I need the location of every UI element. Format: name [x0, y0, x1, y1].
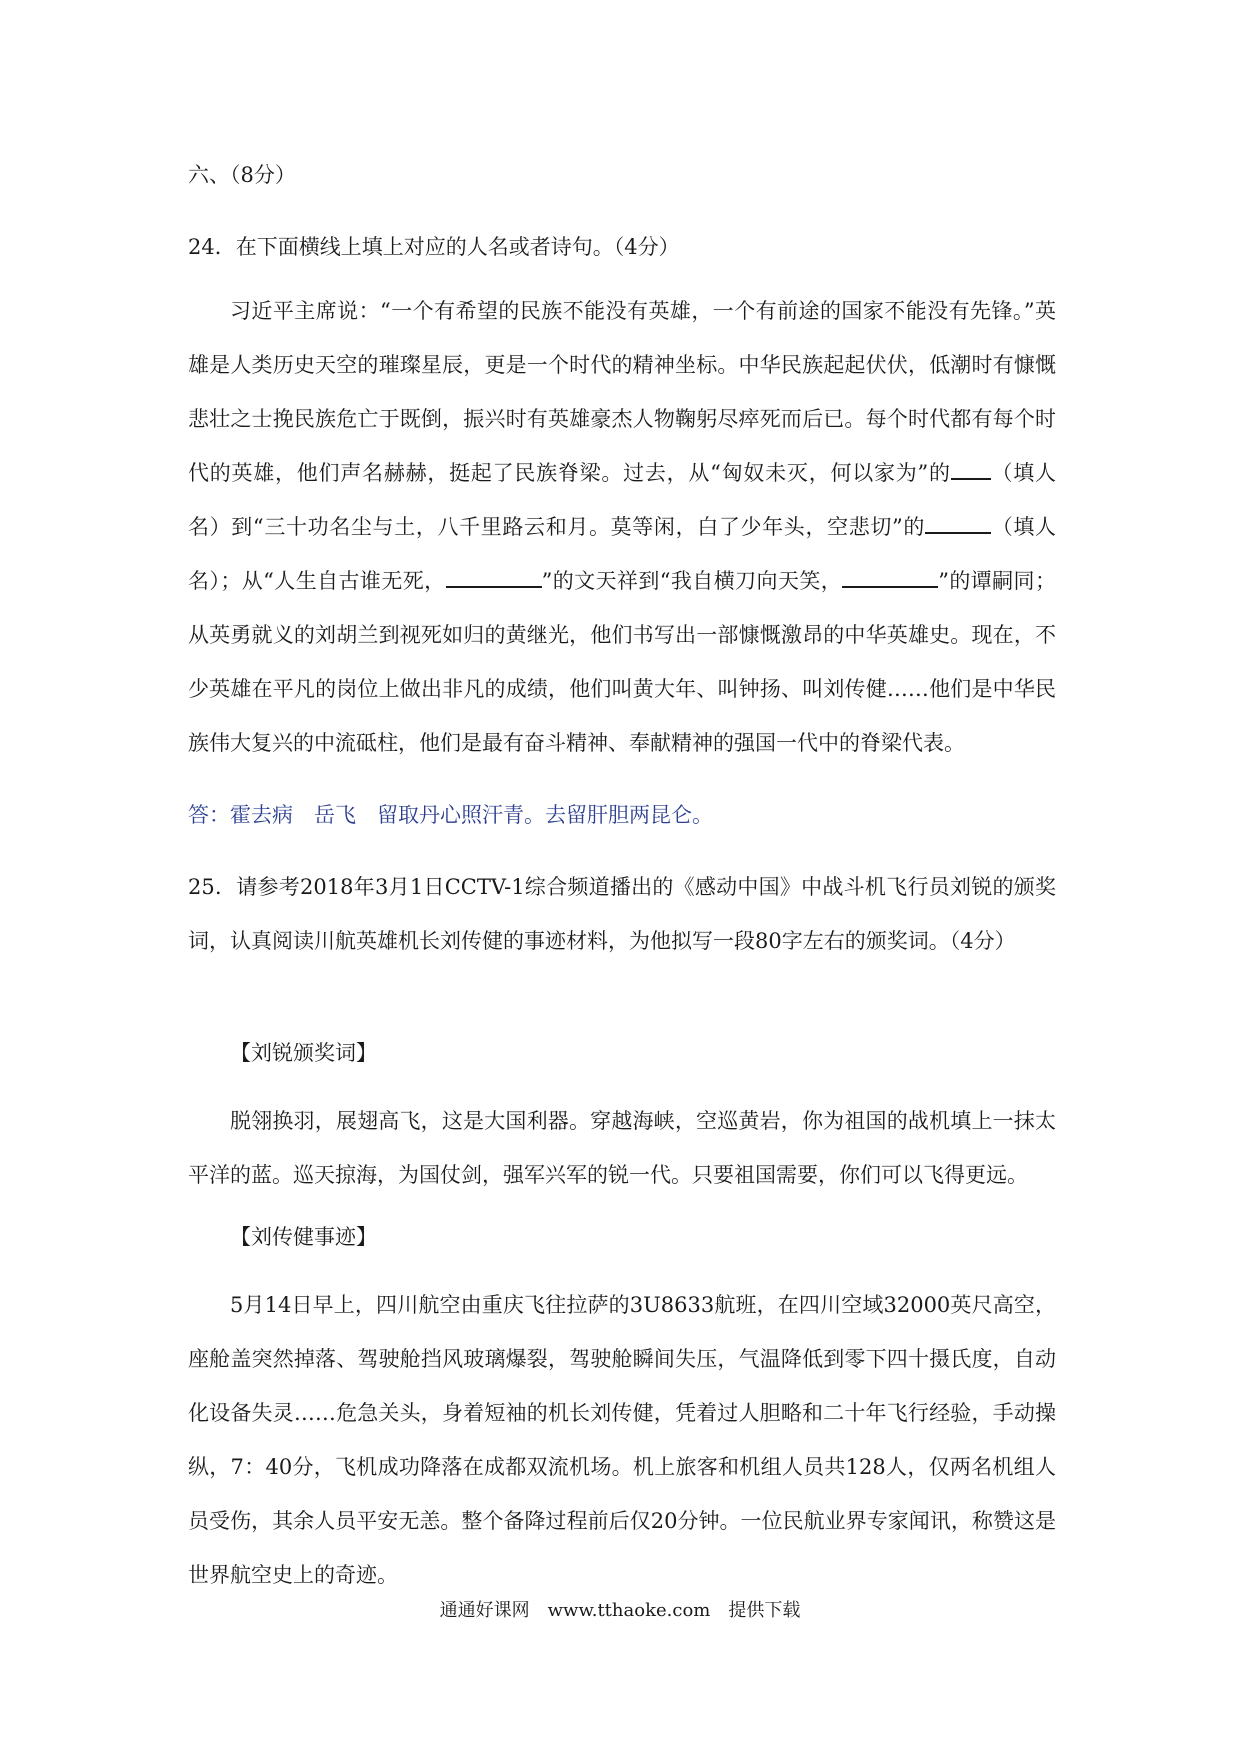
- page-footer: 通通好课网 www.tthaoke.com 提供下载: [439, 1600, 801, 1621]
- heading-liu-chuanjian-story: 【刘传健事迹】: [230, 1225, 377, 1249]
- question-25-prompt: 25．请参考2018年3月1日CCTV-1综合频道播出的《感动中国》中战斗机飞行员刘锐的颁奖词，认真阅读川航英雄机长刘传健的事迹材料，为他拟写一段80字左右的颁奖词。（4分）: [188, 875, 1056, 953]
- blank-4[interactable]: [842, 564, 938, 588]
- blank-3[interactable]: [446, 564, 542, 588]
- liu-rui-citation-text: 脱翎换羽，展翅高飞，这是大国利器。穿越海峡，空巡黄岩，你为祖国的战机填上一抹太平洋的蓝。巡天掠海，为国仗剑，强军兴军的锐一代。只要祖国需要，你们可以飞得更远。: [188, 1109, 1056, 1187]
- blank-1[interactable]: [951, 456, 991, 480]
- question-24-prompt: 24．在下面横线上填上对应的人名或者诗句。（4分）: [188, 235, 680, 259]
- section-title: 六、（8分）: [188, 163, 296, 187]
- passage-part-4: ”的文天祥到“我自横刀向天笑，: [541, 569, 843, 593]
- liu-chuanjian-story-text: 5月14日早上，四川航空由重庆飞往拉萨的3U8633航班，在四川空域32000英尺高空，座舱盖突然掉落、驾驶舱挡风玻璃爆裂，驾驶舱瞬间失压，气温降低到零下四十摄氏度，自动化设备失灵……危急关头，身着短袖的机长刘传健，凭着过人胆略和二十年飞行经验，手动操纵，7：40分，飞机成功降落在成都双流机场。机上旅客和机组人员共128人，仅两名机组人员受伤，其余人员平安无恙。整个备降过程前后仅20分钟。一位民航业界专家闻讯，称赞这是世界航空史上的奇迹。: [188, 1293, 1056, 1587]
- question-24-answer: 答：霍去病 岳飞 留取丹心照汗青。去留肝胆两昆仑。: [188, 803, 713, 827]
- passage-part-2: （填人名）到“三十功名尘与土，八千里路云和月。莫等闲，白了少年头，空悲切”的: [188, 461, 1057, 539]
- blank-2[interactable]: [925, 510, 991, 534]
- passage-part-1: 习近平主席说：“一个有希望的民族不能没有英雄，一个有前途的国家不能没有先锋。”英雄是人类历史天空的璀璨星辰，更是一个时代的精神坐标。中华民族起起伏伏，低潮时有慷慨悲壮之士挽民族危亡于既倒，振兴时有英雄豪杰人物鞠躬尽瘁死而后已。每个时代都有每个时代的英雄，他们声名赫赫，挺起了民族脊梁。过去，从“匈奴未灭，何以家为”的: [188, 299, 1056, 485]
- heading-liu-rui-citation: 【刘锐颁奖词】: [230, 1041, 377, 1065]
- passage-part-3: （填人名）；从“人生自古谁无死，: [188, 515, 1057, 593]
- passage-part-5: ”的谭嗣同；从英勇就义的刘胡兰到视死如归的黄继光，他们书写出一部慷慨激昂的中华英雄史。现在，不少英雄在平凡的岗位上做出非凡的成绩，他们叫黄大年、叫钟扬、叫刘传健……他们是中华民族伟大复兴的中流砥柱，他们是最有奋斗精神、奉献精神的强国一代中的脊梁代表。: [188, 569, 1056, 755]
- question-24-passage: [188, 284, 1056, 770]
